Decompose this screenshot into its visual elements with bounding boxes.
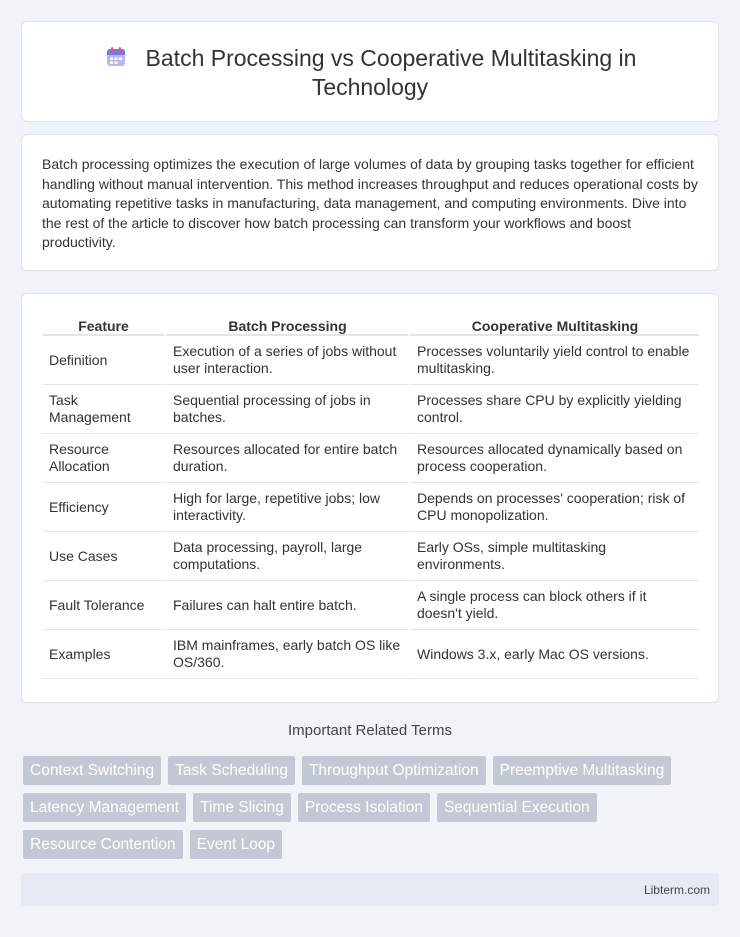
comparison-table <box>43 316 699 679</box>
feature-cell: Use Cases <box>43 532 164 581</box>
feature-cell: Task Management <box>43 385 164 434</box>
title-card <box>21 21 719 122</box>
feature-cell: Definition <box>43 336 164 385</box>
feature-cell: Fault Tolerance <box>43 581 164 630</box>
cooperative-cell: Windows 3.x, early Mac OS versions. <box>408 630 699 679</box>
tag-row <box>23 793 723 822</box>
tag-process-isolation[interactable]: Process Isolation <box>298 793 430 822</box>
cooperative-cell: Processes voluntarily yield control to enable multitasking. <box>408 336 699 385</box>
table-row <box>43 434 699 483</box>
batch-cell: Data processing, payroll, large computations. <box>164 532 408 581</box>
title-line-1: Batch Processing vs Cooperative Multitasking in <box>145 45 637 71</box>
tag-event-loop[interactable]: Event Loop <box>190 830 282 859</box>
calendar-icon <box>104 45 128 69</box>
batch-cell: High for large, repetitive jobs; low interactivity. <box>164 483 408 532</box>
header-cooperative-multitasking: Cooperative Multitasking <box>408 316 699 336</box>
table-row <box>43 532 699 581</box>
batch-cell: Execution of a series of jobs without user interaction. <box>164 336 408 385</box>
cooperative-cell: Resources allocated dynamically based on process cooperation. <box>408 434 699 483</box>
tag-throughput-optimization[interactable]: Throughput Optimization <box>302 756 486 785</box>
cooperative-cell: A single process can block others if it doesn't yield. <box>408 581 699 630</box>
tag-row <box>23 756 723 785</box>
batch-cell: Failures can halt entire batch. <box>164 581 408 630</box>
table-header-row <box>43 316 699 336</box>
tag-sequential-execution[interactable]: Sequential Execution <box>437 793 597 822</box>
table-row <box>43 483 699 532</box>
tag-task-scheduling[interactable]: Task Scheduling <box>168 756 295 785</box>
tag-row <box>23 830 723 859</box>
feature-cell: Efficiency <box>43 483 164 532</box>
batch-cell: Resources allocated for entire batch duration. <box>164 434 408 483</box>
header-batch-processing: Batch Processing <box>164 316 408 336</box>
intro-paragraph: Batch processing optimizes the execution of large volumes of data by grouping tasks together for efficient handling without manual intervention. This method increases throughput and reduces operational costs by automating repetitive tasks in manufacturing, data management, and computing environments. Dive into the rest of the article to discover how batch processing can transform your workflows and boost productivity. <box>42 156 698 250</box>
page-title <box>22 44 718 102</box>
tag-preemptive-multitasking[interactable]: Preemptive Multitasking <box>493 756 672 785</box>
related-terms-list <box>23 756 723 867</box>
batch-cell: IBM mainframes, early batch OS like OS/360. <box>164 630 408 679</box>
table-row <box>43 630 699 679</box>
tag-time-slicing[interactable]: Time Slicing <box>193 793 291 822</box>
cooperative-cell: Processes share CPU by explicitly yielding control. <box>408 385 699 434</box>
feature-cell: Resource Allocation <box>43 434 164 483</box>
header-feature: Feature <box>43 316 164 336</box>
tag-resource-contention[interactable]: Resource Contention <box>23 830 183 859</box>
title-line-2: Technology <box>311 74 429 100</box>
table-row <box>43 385 699 434</box>
cooperative-cell: Early OSs, simple multitasking environments. <box>408 532 699 581</box>
tag-context-switching[interactable]: Context Switching <box>23 756 161 785</box>
tag-latency-management[interactable]: Latency Management <box>23 793 186 822</box>
related-terms-heading: Important Related Terms <box>288 722 452 739</box>
table-row <box>43 581 699 630</box>
feature-cell: Examples <box>43 630 164 679</box>
footer-site-link[interactable]: Libterm.com <box>643 883 710 897</box>
footer <box>21 873 719 906</box>
batch-cell: Sequential processing of jobs in batches. <box>164 385 408 434</box>
cooperative-cell: Depends on processes' cooperation; risk of CPU monopolization. <box>408 483 699 532</box>
comparison-card <box>21 293 719 703</box>
intro-card <box>21 134 719 271</box>
table-row <box>43 336 699 385</box>
